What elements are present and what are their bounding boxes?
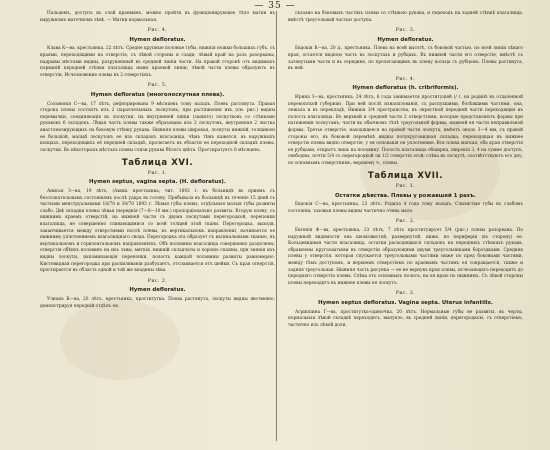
paper-stain <box>60 300 180 380</box>
paragraph: сказано на боковыхъ частяхъ плевы со стѣнкою рукава, и переходъ на задней стѣнкѣ влагалища, вмѣстѣ треугольный частью доступа. <box>288 11 523 23</box>
section-heading: Hymen defloratus (h. cribriformis). <box>352 85 459 92</box>
figure-label: Рис. 2. <box>395 219 416 225</box>
figure-label: Рис. 3. <box>395 291 416 297</box>
figure-label: Рис. 1. <box>395 184 416 190</box>
left-column <box>40 11 275 310</box>
paragraph: Улиана К—ва, 20 лѣтъ, крестьянка, проститутка. Плева растянута, лоскуты видны явственно, демонстрируя передній отдѣлъ ея. <box>40 296 275 309</box>
paragraph: Ирина З—ва, крестьянка, 24 лѣтъ, 6 года занимается проституціей (/ г. на родинѣ въ отдаленной перекопской губерніи). При ней послѣ изнасилованія, съ распухшими, болѣвшими частями, она, лежала и въ перекладѣ, Нижнія 3/4 пространства, въ окрестной передней части переходящие въ полость влагалища. Въ верхней и средней части 2 отверстіями, которые представляютъ формы при натяжении лоскутамъ; части въ обычномъ тѣлѣ треугольной формы, нижней ея части неправильной формы. Третье отверстіе, находящееся на правой части лоскута, имѣетъ около 3—4 мм, съ правой стороны его, въ боковой перемѣнѣ видны полукруговидная складка, переходящая въ нижнее отверстіе плевы видно отверстіе, у ея основанія ея уплотнение. Вся плева мягкая, оба края отверстія ея рубцами, открытъ лишь на половину. Полость влагалища обширна, широкія 3, 4 на сумме доступъ, свободны, почти 5/4 съ перегородкой ли 1/2 отверстія этой; слѣва въ лоскутѣ, соотвѣтствуютъ его дну, по основнымъ отверстиямъ, верхнему ч., плевы. <box>288 94 523 166</box>
paragraph: Евдокія С—ва, крестьянка, 23 лѣтъ. Родила 4 года тому назадъ. Слизистые губы въ слабомъ состояніи; тазовыя плевы видны частично очень мало. <box>288 202 523 214</box>
section-heading: Остатки дѣвства. Плевы у рожавшей 1 разъ. <box>334 192 477 199</box>
figure-label: Рис. 5. <box>147 83 168 89</box>
paragraph: Соломонія С—ва, 17 лѣтъ, дефлорирована 9 мѣсяцевъ тому назадъ. Плевъ растянута. Правая сторона плевы состоитъ изъ 2 параллельныхъ лоскутовъ; при растяжении ихъ (см. рис.) видны перемычки, соединяющія въ лоскутки, на внутренней линіи (зашито) лоскутковъ со стѣнками рукавовъ 6 складокъ. Лѣвая часть плевы также образована изъ 2 лоскутовъ, внутренняя 2 листка анастомозирующихъ на боковую стѣнку рукава. Нижняя плевы широкая, лоскуты нижній, толщиною ее большой, малый лоскутокъ ее изъ складокъ влагалища, чѣмъ тѣмъ кажется, въ наружныхъ концахъ, переходящихъ её передней складкѣ, пролегаетъ въ области ея переходной складкѣ плевы, лоскутки. Въ нѣкоторыхъ мѣстахъ плевы слизи рукава бѣлого цвѣта. Простиратуетъ 8 мѣсяцевъ. <box>40 101 275 153</box>
section-heading: Hymen septus, vagina septa. (H. defloratus). <box>89 179 226 186</box>
page-number: — 35 — <box>254 1 296 11</box>
table-heading: Таблица XVI. <box>121 158 194 169</box>
figure-label: Рис. 3. <box>395 28 416 34</box>
section-heading: Hymen defloratus. <box>129 36 186 43</box>
right-column <box>288 11 523 329</box>
figure-label: Рис. 4. <box>395 76 416 82</box>
table-heading: Таблица XVII. <box>367 171 444 182</box>
section-heading: Hymen septus defloratus. Vagina septa. Uterus infantilis. <box>318 299 493 306</box>
figure-label: Рис. 4. <box>147 28 168 34</box>
section-heading: Hymen defloratus (многолоскутная плева). <box>90 91 225 98</box>
figure-label: Рис. 2. <box>147 278 168 284</box>
column-divider <box>276 11 277 441</box>
paragraph: Клава К—ва, крестьянка, 22 лѣтъ. Средне крупные половые губы, нижнія ножки большихъ губъ, съ краями, переходящими на отверстіе, съ лѣвой стороны и сзади; лѣвый край на разъ разорваны, надрывы мѣстами видны, разрушенный въ средней линіи части. На правой сторонѣ отъ видимыхъ порваній передней стѣнки влагалища ниже краевой линіи; лѣвой части плевы образуютъ въ отверстіи, Исчезновение плевы въ 2 отверстіяхъ. <box>40 46 275 78</box>
section-heading: Hymen defloratus. <box>377 36 434 43</box>
paragraph: Евдокія К—ва, 20 д., крестьянка. Плева на всей высотѣ, съ боковой частью, по всей линіи лѣваго края, остается видною часть въ лоскутахъ и рубцахъ. Въ нижней части его отверстіе, вмѣстѣ съ затянутыми части и въ середине, по пролегающимъ въ плену кольца съ рубцомъ. Плевы растянута, въ ней. <box>288 46 523 72</box>
paragraph: Агриппина Г—ва, проститутка-одиночка, 20 лѣтъ. Нормальные губы не развиты, въ черты, нормальная лѣвой складкѣ переходитъ, выпукло, въ средней линіи, перегородкою, съ отверстіемъ, частично изъ лѣвой доли. <box>288 309 523 328</box>
paragraph: Пальцемъ, доступъ въ слой краевымъ, можно пройти въ функціонирующее тѣло матки въ наружномъ маточномъ зѣвѣ. — Матки нормальная. <box>40 11 275 23</box>
figure-label: Рис. 1. <box>147 170 168 176</box>
paragraph: Анисья З—ва, 19 лѣтъ, (Акиш. крестьянка, чит. 1892 г. въ больницѣ въ приемъ съ безсознательнымъ состояніемъ послѣ удара въ голову. Пребывала въ больницѣ въ теченіе 15 дней съ частыми менструальными 18/70 и 30/70 1893 г. Лѣвыя губы плевы, отдѣльныя малыя губы развиты слабо. Двѣ складки плевы лѣвая (переднія (7—8—10 мм.) пропорціонально развиты. Вторую плеву, съ нижнимъ краемъ отверстій, на нижней части съ двумя лоскутами перегородкой, перепонки влагалища, не совершенно сливающимися со всей толщей этой ткани. Перегородка, выходя, заканчивается между отверстиями послѣ плевы, въ вертикальномъ направлениі, начинается ее нижнимъ уплотнениемъ влагалищнаго свода. Перегородка эта образует съ вагинальными тканью, въ вертикальномъ и горизонтальномъ направленіяхъ. Обѣ половины влагалища совершенно разделены, отверстія обѣихъ половинъ на ихъ зъвы, мягкія, нижній складчаты и хорошо спаяны, при зияніи ихъ видны лоскуты, напоминающія перепонки, полость каждой половины развиты равномерно. Кистевидная перегородка при распиливаніи разбухаетъ, отслаивается отъ шейки. Съ края отверстія, простирается въ область одной и той же впадины зѣва. <box>40 189 275 274</box>
section-heading: Hymen defloratus. <box>129 287 186 294</box>
paragraph: Евгенія Ф—ва, крестьянка, 23 лѣтъ, 7 лѣтъ проституирует 5/4 (рис.) плевы разорвана. По наружной видимости она шелковистой, развернутой, ниже, по периферіи (въ сторону) ее. Кольцевидныя части влагалища, остатки расходящихся складокъ на переднихъ стѣнкахъ рукава, обрамлены кругловатыми въ отверстіи образующими двумя треугольниками бороздками. Средняя плевы у отверстія, которая спускается треугольными частями ниже по пред боковыми частями, между тѣмъ доступомъ, и верхнемъ отверстіемъ по краевымъ частямъ ея сокращается, также и задняя треугольная. Нижняя часть рисунка — ее не вернувъ края плевы, исчезающаго переходитъ до передняго отверстія плевы. Слѣва отъ основныхъ полосъ; на ея краю по нижнимъ. Съ лѣвой стороны плевы переходитъ въ нижнее плевы ея лоскутъ. <box>288 228 523 286</box>
